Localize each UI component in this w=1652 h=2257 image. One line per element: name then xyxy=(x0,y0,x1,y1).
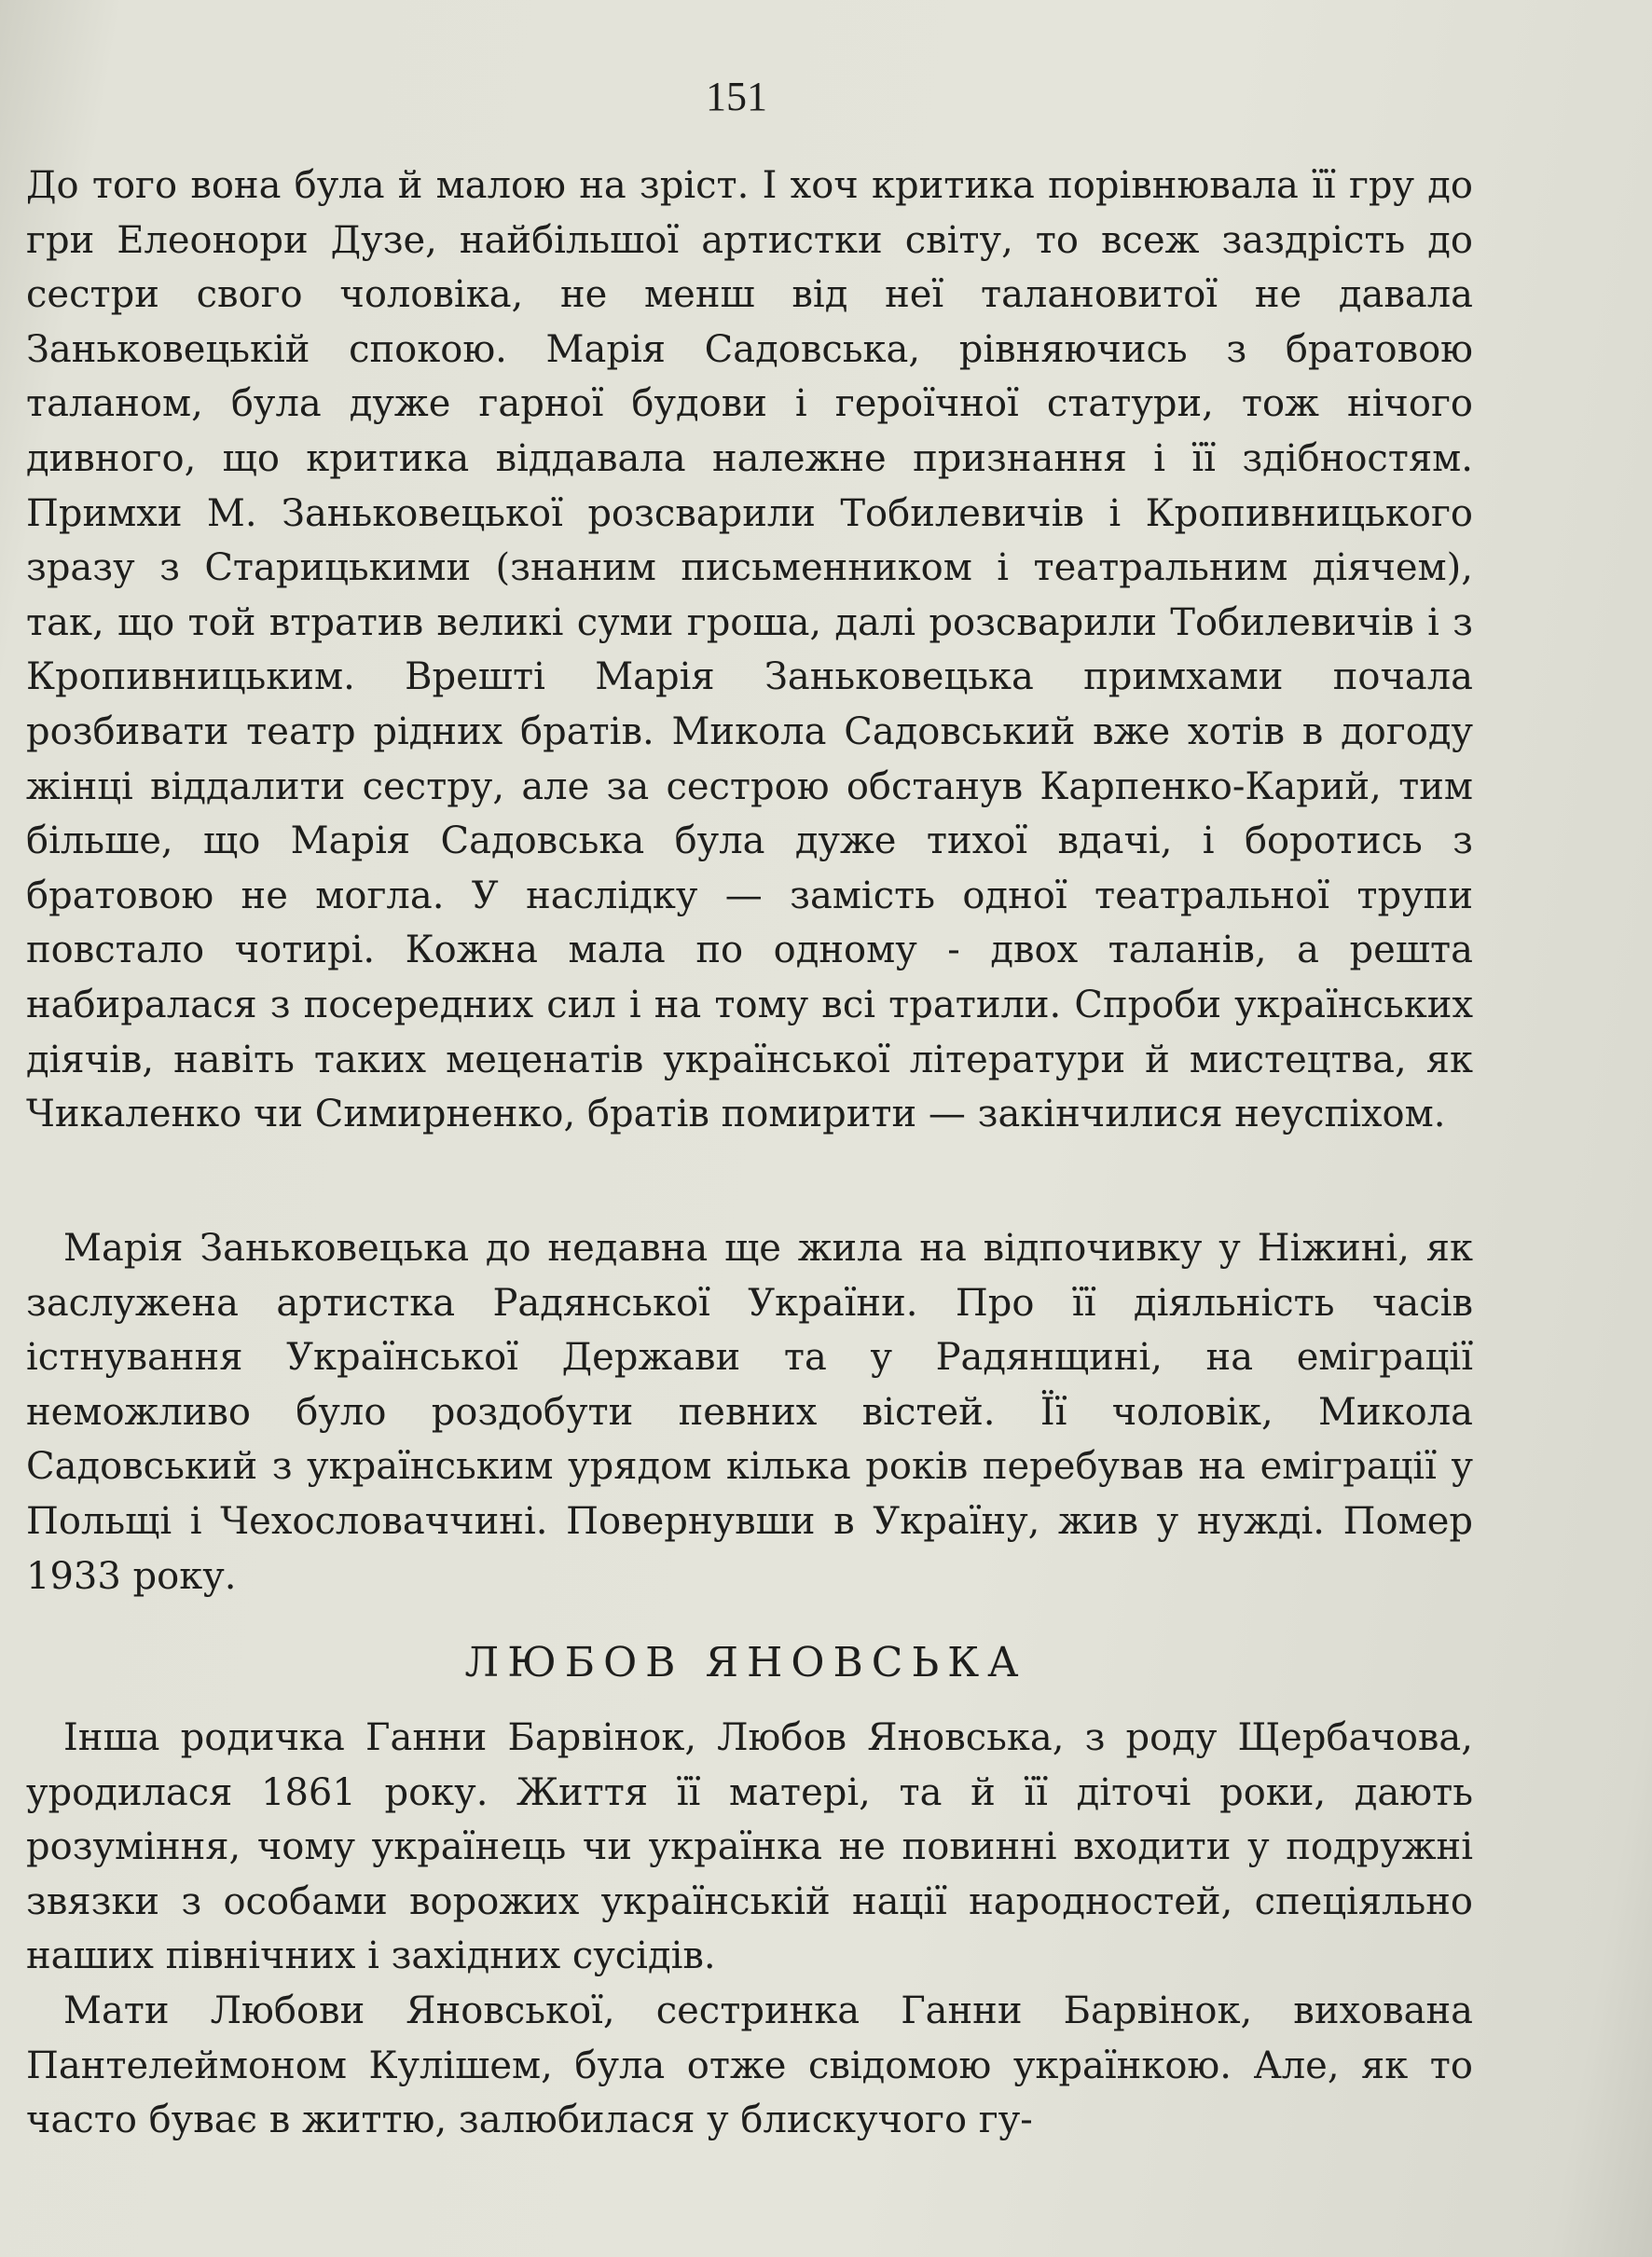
section-heading: ЛЮБОВ ЯНОВСЬКА xyxy=(464,1639,1027,1686)
paragraph: Інша родичка Ганни Барвінок, Любов Яновська, з роду Щербачова, уродилася 1861 року. Життя її матері, та й її діточі роки, дають розуміння, чому українець чи українка не повинні входити у подружні звязки з особами ворожих українській нації народностей, спеціяльно наших північних і західних сусідів. xyxy=(26,1716,1473,1978)
paragraph: Марія Заньковецька до недавна ще жила на відпочивку у Ніжині, як заслужена артистка Радянської України. Про її діяльність часів істнування Української Держави та у Радянщині, на еміграції неможливо було роздобути певних вістей. Її чоловік, Микола Садовський з українським урядом кілька років перебував на еміграції у Польщі і Чехословаччині. Повернувши в Україну, жив у нужді. Помер 1933 року. xyxy=(26,1227,1473,1598)
text-column-top xyxy=(26,158,1473,1142)
text-column-middle xyxy=(26,1221,1473,1603)
paragraph: Мати Любови Яновської, сестринка Ганни Барвінок, вихована Пантелеймоном Кулішем, була отже свідомою українкою. Але, як то часто буває в життю, залюбилася у блискучого гу- xyxy=(26,1989,1473,2142)
paragraph: До того вона була й малою на зріст. І хоч критика порівнювала її гру до гри Елеонори Дузе, найбільшої артистки світу, то всеж заздрість до сестри свого чоловіка, не менш від неї талановитої не давала Заньковецькій спокою. Марія Садовська, рівняючись з братовою таланом, була дуже гарної будови і героїчної статури, тож нічого дивного, що критика віддавала належне признання і її здібностям. Примхи М. Заньковецької розсварили Тобилевичів і Кропивницького зразу з Старицькими (знаним письменником і театральним діячем), так, що той втратив великі суми гроша, далі розсварили Тобилевичів і з Кропивницьким. Врешті Марія Заньковецька примхами почала розбивати театр рідних братів. Микола Садовський вже хотів в догоду жінці віддалити сестру, але за сестрою обстанув Карпенко-Карий, тим більше, що Марія Садовська була дуже тихої вдачі, і боротись з братовою не могла. У наслідку — замість одної театральної трупи повстало чотирі. Кожна мала по одному - двох таланів, а решта набиралася з посередних сил і на тому всі тратили. Спроби українських діячів, навіть таких меценатів української літератури й мистецтва, як Чикаленко чи Симирненко, братів помирити — закінчилися неуспіхом. xyxy=(26,164,1473,1136)
text-column-bottom xyxy=(26,1711,1473,2148)
page-number: 151 xyxy=(706,74,767,119)
